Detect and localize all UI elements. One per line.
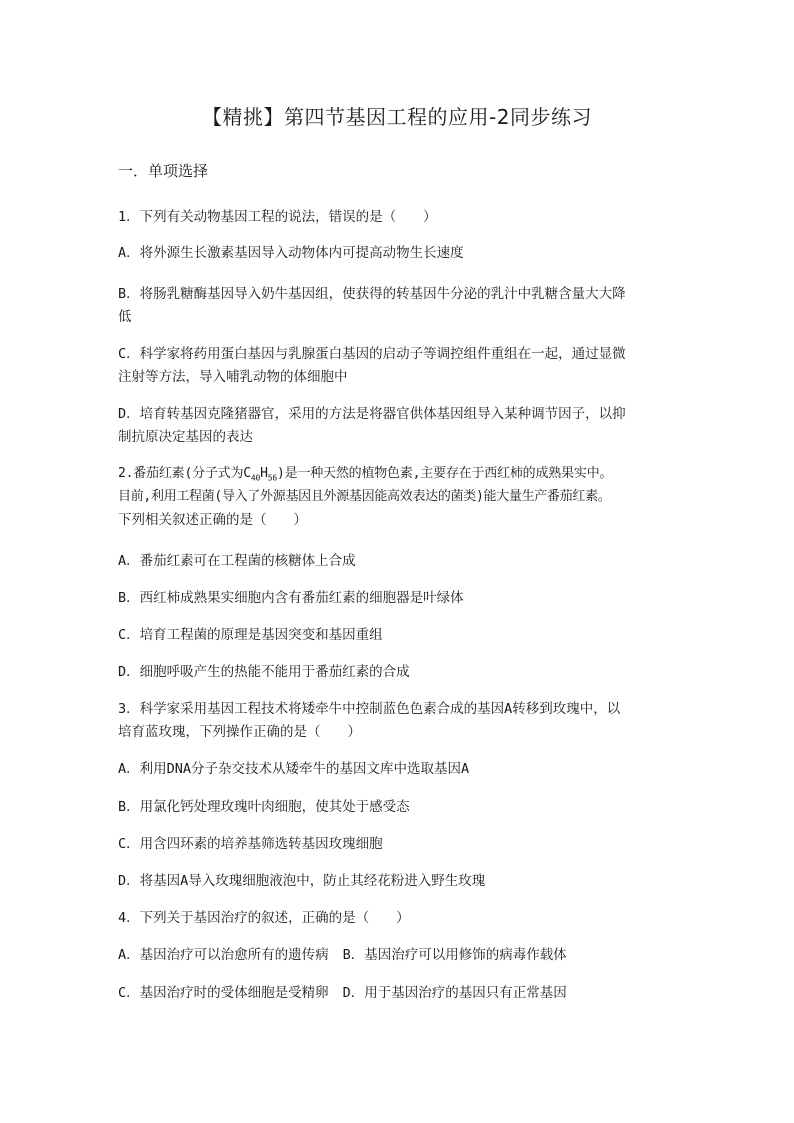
question-2-stem-line-3: 下列相关叙述正确的是（ ） — [118, 512, 307, 528]
question-3-option-a: A．利用DNA分子杂交技术从矮牵牛的基因文库中选取基因A — [118, 761, 470, 777]
question-4-option-d: D．用于基因治疗的基因只有正常基因 — [342, 985, 567, 1001]
question-2-stem-line-1 — [118, 464, 678, 484]
formula-subscript-hydrogen: 56 — [267, 473, 278, 483]
question-2-option-a: A．番茄红素可在工程菌的核糖体上合成 — [118, 553, 356, 569]
question-1-option-d-cont: 制抗原决定基因的表达 — [118, 429, 253, 445]
question-4-options-row-1 — [118, 945, 678, 965]
question-4-option-c: C．基因治疗时的受体细胞是受精卵 — [118, 985, 329, 1001]
question-1-option-a: A．将外源生长激素基因导入动物体内可提高动物生长速度 — [118, 245, 464, 261]
question-2-stem-text-c: )是一种天然的植物色素,主要存在于西红柿的成熟果实中。 — [277, 466, 613, 481]
question-1-option-b-cont: 低 — [118, 309, 132, 325]
question-1-stem: 1．下列有关动物基因工程的说法，错误的是（ ） — [118, 209, 437, 225]
question-4-stem: 4．下列关于基因治疗的叙述，正确的是（ ） — [118, 910, 410, 926]
question-4-option-a: A．基因治疗可以治愈所有的遗传病 — [118, 947, 329, 963]
question-4-options-row-2 — [118, 983, 678, 1003]
question-1-option-d: D．培育转基因克隆猪器官，采用的方法是将器官供体基因组导入某种调节因子，以抑 — [118, 406, 626, 422]
question-3-option-c: C．用含四环素的培养基筛选转基因玫瑰细胞 — [118, 836, 383, 852]
question-2-option-b: B．西红柿成熟果实细胞内含有番茄红素的细胞器是叶绿体 — [118, 590, 464, 606]
question-2-stem-line-2: 目前,利用工程菌(导入了外源基因且外源基因能高效表达的菌类)能大量生产番茄红素。 — [118, 489, 611, 504]
question-3-stem-line-1: 3．科学家采用基因工程技术将矮牵牛中控制蓝色色素合成的基因A转移到玫瑰中，以 — [118, 701, 621, 717]
question-1-option-c: C．科学家将药用蛋白基因与乳腺蛋白基因的启动子等调控组件重组在一起，通过显微 — [118, 346, 626, 362]
section-heading: 一．单项选择 — [118, 162, 209, 180]
question-3-option-d: D．将基因A导入玫瑰细胞液泡中，防止其经花粉进入野生玫瑰 — [118, 873, 486, 889]
question-2-option-c: C．培育工程菌的原理是基因突变和基因重组 — [118, 627, 383, 643]
formula-subscript-carbon: 40 — [250, 473, 261, 483]
question-1-option-c-cont: 注射等方法，导入哺乳动物的体细胞中 — [118, 369, 348, 385]
question-2-stem-text-b: H — [260, 466, 268, 481]
document-title: 【精挑】第四节基因工程的应用-2同步练习 — [202, 105, 592, 129]
question-2-option-d: D．细胞呼吸产生的热能不能用于番茄红素的合成 — [118, 664, 410, 680]
question-3-stem-line-2: 培育蓝玫瑰，下列操作正确的是（ ） — [118, 724, 361, 740]
question-4-option-b: B．基因治疗可以用修饰的病毒作载体 — [342, 947, 567, 963]
question-3-option-b: B．用氯化钙处理玫瑰叶肉细胞，使其处于感受态 — [118, 799, 410, 815]
question-1-option-b: B．将肠乳糖酶基因导入奶牛基因组，使获得的转基因牛分泌的乳汁中乳糖含量大大降 — [118, 286, 626, 302]
question-2-stem-text-a: 2.番茄红素(分子式为C — [118, 466, 251, 481]
